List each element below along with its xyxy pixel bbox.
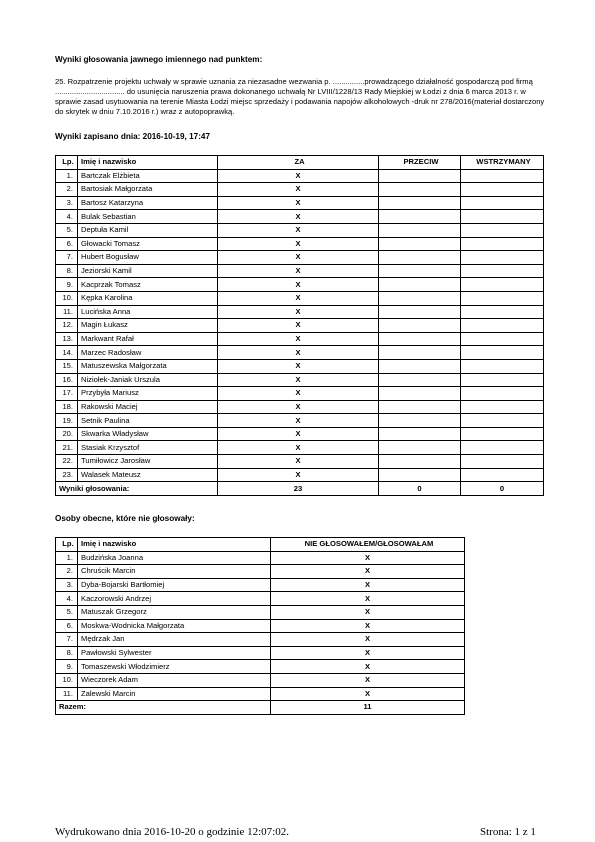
votes-table-header [56, 156, 544, 170]
header-lp: Lp. [56, 156, 78, 170]
row-number: 10. [56, 673, 78, 687]
row-number: 2. [56, 565, 78, 579]
vote-przeciw [379, 455, 461, 469]
table-row [56, 223, 544, 237]
vote-wstrzymany [461, 346, 544, 360]
row-number: 14. [56, 346, 78, 360]
vote-przeciw [379, 427, 461, 441]
row-number: 4. [56, 210, 78, 224]
absent-table [55, 537, 465, 715]
row-number: 7. [56, 251, 78, 265]
vote-za: X [218, 223, 379, 237]
vote-wstrzymany [461, 319, 544, 333]
person-name: Matuszak Grzegorz [78, 605, 271, 619]
councillor-name: Magin Łukasz [78, 319, 218, 333]
row-number: 20. [56, 427, 78, 441]
document-heading: Wyniki głosowania jawnego imiennego nad punktem: [55, 55, 263, 64]
vote-za: X [218, 427, 379, 441]
row-number: 8. [56, 264, 78, 278]
row-number: 7. [56, 633, 78, 647]
row-number: 22. [56, 455, 78, 469]
vote-za: X [218, 237, 379, 251]
row-number: 18. [56, 400, 78, 414]
person-name: Zalewski Marcin [78, 687, 271, 701]
vote-wstrzymany [461, 455, 544, 469]
agenda-item-description: 25. Rozpatrzenie projektu uchwały w sprawie uznania za niezasadne wezwania p. ...............prowadzącego działalność gospodarczą pod firmą ................................. do usunięcia naruszenia prawa dokonanego uchwałą Nr LVIII/1228/13 Rady Miejskiej w Łodzi z dnia 6 marca 2013 r. w sprawie zasad usytuowania na terenie Miasta Łodzi miejsc sprzedaży i podawania napojów alkoholowych -druk nr 278/2016(materiał dostarczony do skrytek w dniu 7.10.2016 r.) wraz z autopoprawką. [55, 77, 545, 116]
row-number: 1. [56, 551, 78, 565]
vote-wstrzymany [461, 305, 544, 319]
not-voted-mark: X [271, 673, 465, 687]
councillor-name: Głowacki Tomasz [78, 237, 218, 251]
vote-przeciw [379, 264, 461, 278]
not-voted-mark: X [271, 660, 465, 674]
table-row [56, 210, 544, 224]
table-row [56, 687, 465, 701]
councillor-name: Deptuła Kamil [78, 223, 218, 237]
vote-wstrzymany [461, 373, 544, 387]
vote-przeciw [379, 441, 461, 455]
person-name: Dyba-Bojarski Bartłomiej [78, 578, 271, 592]
table-row [56, 427, 544, 441]
councillor-name: Marzec Radosław [78, 346, 218, 360]
vote-za: X [218, 305, 379, 319]
row-number: 11. [56, 305, 78, 319]
table-row [56, 305, 544, 319]
vote-wstrzymany [461, 468, 544, 482]
vote-wstrzymany [461, 441, 544, 455]
absent-header-lp: Lp. [56, 538, 78, 552]
councillor-name: Bartosiak Małgorzata [78, 183, 218, 197]
not-voted-mark: X [271, 605, 465, 619]
row-number: 10. [56, 291, 78, 305]
absent-header-mark: NIE GŁOSOWAŁEM/GŁOSOWAŁAM [271, 538, 465, 552]
table-row [56, 619, 465, 633]
person-name: Mędrzak Jan [78, 633, 271, 647]
row-number: 3. [56, 196, 78, 210]
vote-za: X [218, 183, 379, 197]
councillor-name: Przybyła Mariusz [78, 387, 218, 401]
table-row [56, 237, 544, 251]
not-voted-mark: X [271, 578, 465, 592]
table-row [56, 646, 465, 660]
vote-przeciw [379, 291, 461, 305]
councillor-name: Bartosz Katarzyna [78, 196, 218, 210]
vote-za: X [218, 196, 379, 210]
header-przeciw: PRZECIW [379, 156, 461, 170]
not-voted-mark: X [271, 633, 465, 647]
row-number: 21. [56, 441, 78, 455]
vote-wstrzymany [461, 223, 544, 237]
header-za: ZA [218, 156, 379, 170]
absent-summary-row [56, 701, 465, 715]
saved-date-label: Wyniki zapisano dnia: 2016-10-19, 17:47 [55, 132, 211, 141]
not-voted-mark: X [271, 592, 465, 606]
table-row [56, 264, 544, 278]
table-row [56, 455, 544, 469]
table-row [56, 400, 544, 414]
row-number: 6. [56, 237, 78, 251]
vote-za: X [218, 346, 379, 360]
vote-za: X [218, 169, 379, 183]
councillor-name: Tumiłowicz Jarosław [78, 455, 218, 469]
table-row [56, 592, 465, 606]
table-row [56, 468, 544, 482]
councillor-name: Markwant Rafał [78, 332, 218, 346]
councillor-name: Lucińska Anna [78, 305, 218, 319]
absent-summary-label: Razem: [56, 701, 271, 715]
table-row [56, 183, 544, 197]
vote-za: X [218, 251, 379, 265]
printed-date: Wydrukowano dnia 2016-10-20 o godzinie 12:07:02. [55, 826, 289, 838]
votes-table [55, 155, 544, 496]
table-row [56, 278, 544, 292]
vote-za: X [218, 264, 379, 278]
vote-wstrzymany [461, 237, 544, 251]
row-number: 5. [56, 223, 78, 237]
councillor-name: Jeziorski Kamil [78, 264, 218, 278]
vote-przeciw [379, 373, 461, 387]
councillor-name: Niziołek-Janiak Urszula [78, 373, 218, 387]
vote-przeciw [379, 278, 461, 292]
person-name: Tomaszewski Włodzimierz [78, 660, 271, 674]
table-row [56, 660, 465, 674]
row-number: 3. [56, 578, 78, 592]
person-name: Budzińska Joanna [78, 551, 271, 565]
header-name: Imię i nazwisko [78, 156, 218, 170]
table-row [56, 578, 465, 592]
votes-summary-label: Wyniki głosowania: [56, 482, 218, 496]
vote-przeciw [379, 359, 461, 373]
vote-przeciw [379, 196, 461, 210]
vote-wstrzymany [461, 332, 544, 346]
vote-wstrzymany [461, 169, 544, 183]
table-row [56, 169, 544, 183]
vote-wstrzymany [461, 427, 544, 441]
councillor-name: Stasiak Krzysztof [78, 441, 218, 455]
vote-wstrzymany [461, 387, 544, 401]
person-name: Pawłowski Sylwester [78, 646, 271, 660]
table-row [56, 373, 544, 387]
vote-wstrzymany [461, 400, 544, 414]
row-number: 16. [56, 373, 78, 387]
vote-przeciw [379, 210, 461, 224]
councillor-name: Rakowski Maciej [78, 400, 218, 414]
vote-za: X [218, 332, 379, 346]
vote-za: X [218, 468, 379, 482]
vote-wstrzymany [461, 291, 544, 305]
vote-za: X [218, 400, 379, 414]
vote-wstrzymany [461, 183, 544, 197]
table-row [56, 414, 544, 428]
row-number: 1. [56, 169, 78, 183]
vote-za: X [218, 319, 379, 333]
councillor-name: Setnik Paulina [78, 414, 218, 428]
row-number: 9. [56, 278, 78, 292]
vote-wstrzymany [461, 251, 544, 265]
vote-za: X [218, 455, 379, 469]
vote-przeciw [379, 183, 461, 197]
vote-za: X [218, 373, 379, 387]
vote-przeciw [379, 251, 461, 265]
vote-przeciw [379, 169, 461, 183]
table-row [56, 441, 544, 455]
vote-wstrzymany [461, 264, 544, 278]
page-number: Strona: 1 z 1 [480, 826, 536, 838]
table-row [56, 387, 544, 401]
row-number: 8. [56, 646, 78, 660]
absent-summary-value: 11 [271, 701, 465, 715]
person-name: Chruścik Marcin [78, 565, 271, 579]
table-row [56, 633, 465, 647]
row-number: 6. [56, 619, 78, 633]
row-number: 17. [56, 387, 78, 401]
table-row [56, 196, 544, 210]
table-row [56, 605, 465, 619]
row-number: 5. [56, 605, 78, 619]
summary-przeciw: 0 [379, 482, 461, 496]
row-number: 11. [56, 687, 78, 701]
table-row [56, 346, 544, 360]
table-row [56, 291, 544, 305]
vote-przeciw [379, 237, 461, 251]
councillor-name: Bartczak Elżbieta [78, 169, 218, 183]
vote-wstrzymany [461, 359, 544, 373]
not-voted-mark: X [271, 551, 465, 565]
vote-przeciw [379, 319, 461, 333]
vote-za: X [218, 359, 379, 373]
table-row [56, 673, 465, 687]
row-number: 15. [56, 359, 78, 373]
vote-przeciw [379, 346, 461, 360]
not-voted-mark: X [271, 619, 465, 633]
summary-za: 23 [218, 482, 379, 496]
vote-przeciw [379, 223, 461, 237]
vote-za: X [218, 291, 379, 305]
absent-table-header [56, 538, 465, 552]
councillor-name: Skwarka Władysław [78, 427, 218, 441]
vote-przeciw [379, 468, 461, 482]
vote-przeciw [379, 387, 461, 401]
councillor-name: Walasek Mateusz [78, 468, 218, 482]
person-name: Kaczorowski Andrzej [78, 592, 271, 606]
councillor-name: Bulak Sebastian [78, 210, 218, 224]
vote-za: X [218, 387, 379, 401]
vote-za: X [218, 278, 379, 292]
not-voted-mark: X [271, 646, 465, 660]
vote-za: X [218, 441, 379, 455]
vote-przeciw [379, 414, 461, 428]
vote-przeciw [379, 305, 461, 319]
row-number: 19. [56, 414, 78, 428]
councillor-name: Kępka Karolina [78, 291, 218, 305]
header-wstrzymany: WSTRZYMANY [461, 156, 544, 170]
vote-wstrzymany [461, 210, 544, 224]
vote-wstrzymany [461, 196, 544, 210]
person-name: Wieczorek Adam [78, 673, 271, 687]
councillor-name: Matuszewska Małgorzata [78, 359, 218, 373]
row-number: 9. [56, 660, 78, 674]
row-number: 2. [56, 183, 78, 197]
councillor-name: Kacprzak Tomasz [78, 278, 218, 292]
table-row [56, 359, 544, 373]
vote-za: X [218, 210, 379, 224]
row-number: 23. [56, 468, 78, 482]
absent-header-name: Imię i nazwisko [78, 538, 271, 552]
vote-przeciw [379, 400, 461, 414]
summary-wstrzymany: 0 [461, 482, 544, 496]
table-row [56, 319, 544, 333]
councillor-name: Hubert Bogusław [78, 251, 218, 265]
not-voted-mark: X [271, 687, 465, 701]
not-voted-mark: X [271, 565, 465, 579]
absent-heading: Osoby obecne, które nie głosowały: [55, 514, 195, 523]
table-row [56, 332, 544, 346]
vote-przeciw [379, 332, 461, 346]
row-number: 13. [56, 332, 78, 346]
row-number: 12. [56, 319, 78, 333]
vote-wstrzymany [461, 414, 544, 428]
table-row [56, 251, 544, 265]
votes-summary-row [56, 482, 544, 496]
vote-wstrzymany [461, 278, 544, 292]
person-name: Moskwa-Wodnicka Małgorzata [78, 619, 271, 633]
row-number: 4. [56, 592, 78, 606]
table-row [56, 565, 465, 579]
table-row [56, 551, 465, 565]
vote-za: X [218, 414, 379, 428]
